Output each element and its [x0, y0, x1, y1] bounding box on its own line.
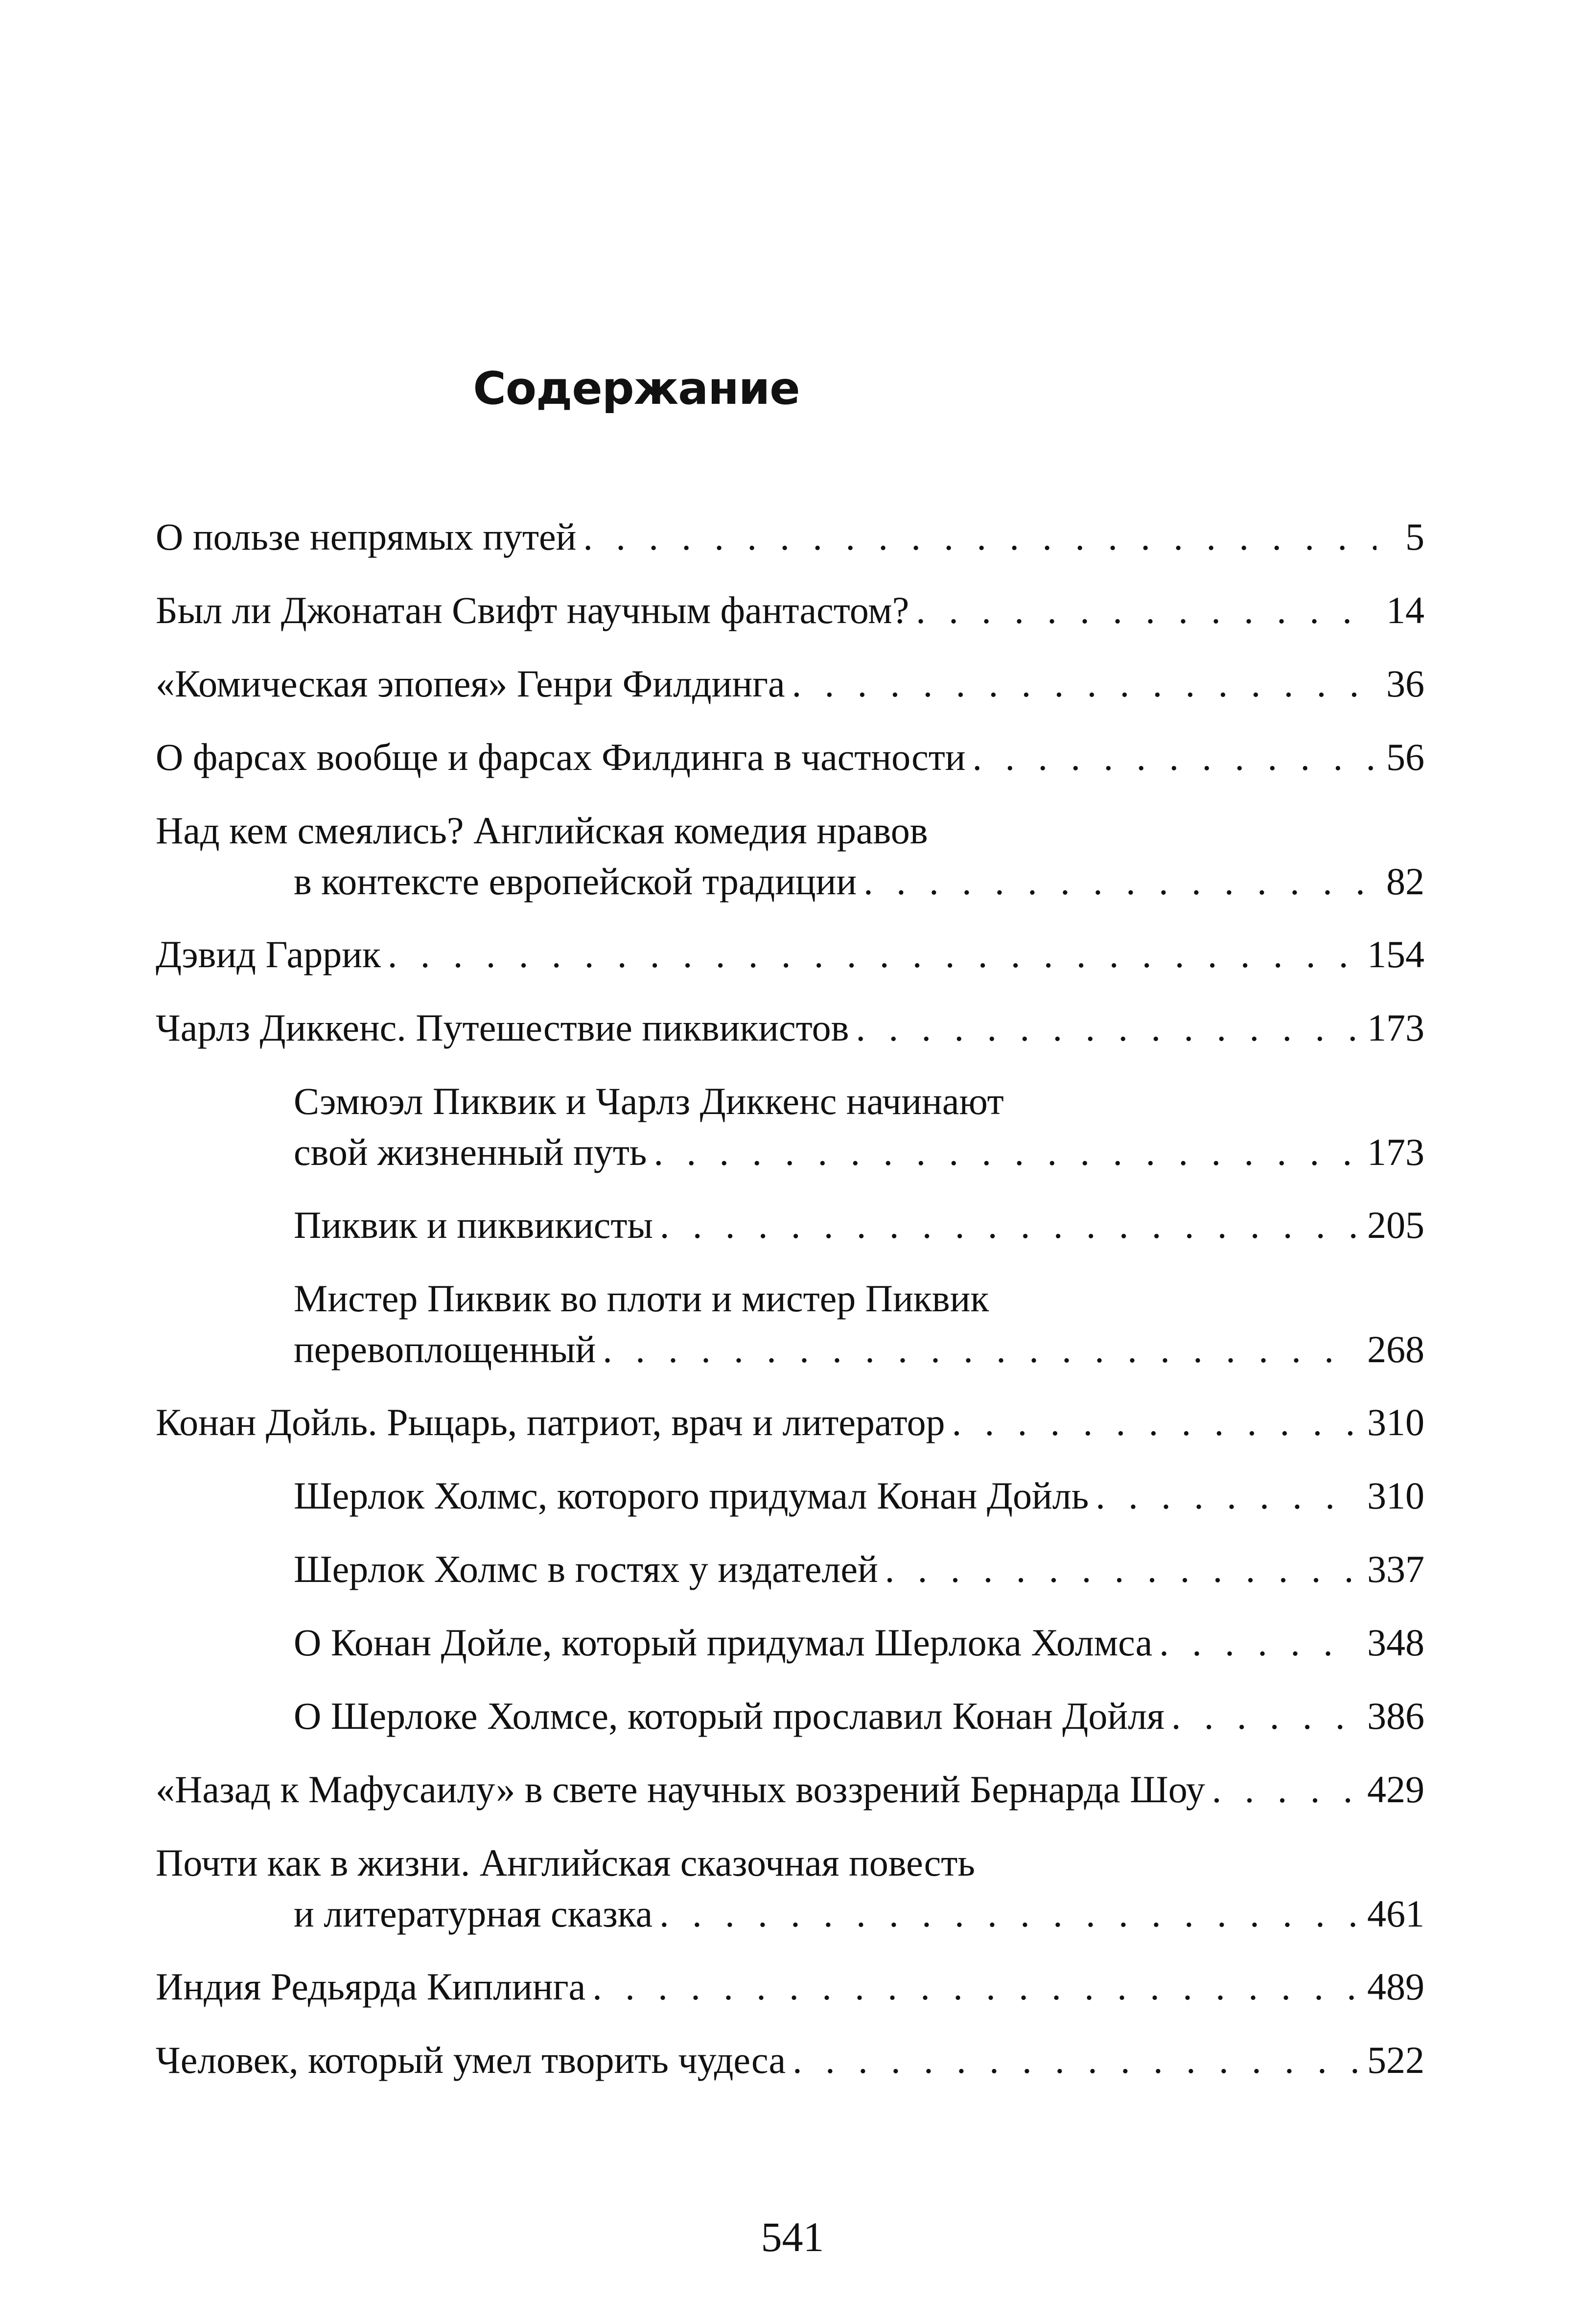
toc-line-continued — [156, 1888, 1424, 1939]
toc-entry-title: Дэвид Гаррик — [156, 933, 381, 976]
toc-line — [156, 1397, 1424, 1448]
toc-entry-page: 522 — [1367, 2039, 1424, 2081]
toc-entry-title-continued: в контексте европейской традиции — [294, 860, 857, 903]
toc-entry-page: 5 — [1405, 515, 1424, 558]
dot-leader — [603, 1324, 1358, 1375]
toc-line — [294, 1273, 1424, 1324]
toc-entry — [156, 732, 1424, 783]
toc-entry — [156, 1397, 1424, 1448]
toc-subentry — [294, 1617, 1424, 1668]
toc-entry-title: Мистер Пиквик во плоти и мистер Пиквик — [294, 1277, 989, 1320]
toc-line — [156, 658, 1424, 709]
dot-leader — [1159, 1617, 1358, 1668]
dot-leader — [1171, 1691, 1358, 1742]
toc-entry-title: Пиквик и пиквикисты — [294, 1204, 653, 1246]
toc-entry-title: Почти как в жизни. Английская сказочная повесть — [156, 1841, 975, 1884]
toc-entry-title: О пользе непрямых путей — [156, 515, 577, 558]
toc-line — [156, 805, 1424, 856]
toc-line — [294, 1076, 1424, 1127]
toc-line — [294, 1617, 1424, 1668]
toc-entry-page: 154 — [1367, 933, 1424, 976]
page-number: 541 — [761, 2213, 824, 2260]
toc-line-continued — [294, 1127, 1424, 1178]
dot-leader — [973, 732, 1376, 783]
dot-leader — [654, 1127, 1359, 1178]
toc-entry-page: 82 — [1386, 860, 1424, 903]
toc-entry — [156, 805, 1424, 907]
toc-line — [156, 511, 1424, 562]
toc-entry-title: Индия Редьярда Киплинга — [156, 1965, 586, 2008]
toc-entry-title: Сэмюэл Пиквик и Чарлз Диккенс начинают — [294, 1080, 1004, 1122]
dot-leader — [659, 1888, 1358, 1939]
toc-line — [156, 929, 1424, 980]
toc-subentry — [294, 1273, 1424, 1375]
toc-entry-title-continued: перевоплощенный — [294, 1328, 596, 1371]
toc-entry — [156, 658, 1424, 709]
toc-entry-title: О Конан Дойле, который придумал Шерлока Холмса — [294, 1621, 1153, 1664]
toc-entry-page: 14 — [1386, 589, 1424, 631]
toc-entry-page: 173 — [1367, 1006, 1424, 1049]
toc-line-continued — [294, 1324, 1424, 1375]
toc-entry-title: Шерлок Холмс в гостях у издателей — [294, 1548, 878, 1590]
dot-leader — [388, 929, 1358, 980]
dot-leader — [792, 658, 1376, 709]
toc-entry-title-continued: и литературная сказка — [294, 1892, 653, 1935]
toc-entry — [156, 929, 1424, 980]
toc-line — [294, 1691, 1424, 1742]
dot-leader — [660, 1200, 1358, 1251]
toc-entry — [156, 1961, 1424, 2012]
toc-line — [156, 1961, 1424, 2012]
dot-leader — [885, 1544, 1358, 1595]
toc-entry — [156, 511, 1424, 562]
toc-entry-title: Над кем смеялись? Английская комедия нравов — [156, 809, 928, 852]
dot-leader — [952, 1397, 1358, 1448]
toc-line — [156, 1837, 1424, 1888]
dot-leader — [863, 856, 1376, 907]
dot-leader — [792, 2035, 1358, 2086]
dot-leader — [1212, 1764, 1358, 1815]
toc-entry-title: Человек, который умел творить чудеса — [156, 2039, 786, 2081]
dot-leader — [1096, 1470, 1358, 1521]
dot-leader — [583, 511, 1376, 562]
toc-entry-title: Конан Дойль. Рыцарь, патриот, врач и литератор — [156, 1401, 945, 1443]
toc-entry-page: 310 — [1367, 1474, 1424, 1517]
toc-entry-page: 348 — [1367, 1621, 1424, 1664]
toc-entry-title-continued: свой жизненный путь — [294, 1131, 647, 1173]
toc-entry-title: «Назад к Мафусаилу» в свете научных воззрений Бернарда Шоу — [156, 1768, 1205, 1811]
toc-entry-title: О фарсах вообще и фарсах Филдинга в частности — [156, 736, 966, 778]
toc-line — [156, 1764, 1424, 1815]
toc-line-continued — [156, 856, 1424, 907]
toc-subentry — [294, 1691, 1424, 1742]
toc-entry — [156, 1764, 1424, 1815]
toc-entry-title: О Шерлоке Холмсе, который прославил Конан Дойля — [294, 1695, 1165, 1737]
toc-entry-page: 268 — [1367, 1328, 1424, 1371]
toc-entry-page: 56 — [1386, 736, 1424, 778]
toc-entry-title: Чарлз Диккенс. Путешествие пиквикистов — [156, 1006, 849, 1049]
toc-subentry — [294, 1200, 1424, 1251]
toc-line — [156, 732, 1424, 783]
toc-entry-page: 205 — [1367, 1204, 1424, 1246]
dot-leader — [916, 585, 1376, 636]
toc-entry-title: «Комическая эпопея» Генри Филдинга — [156, 662, 785, 705]
toc-line — [294, 1544, 1424, 1595]
toc-line — [156, 2035, 1424, 2086]
toc-entry — [156, 585, 1424, 636]
toc-entry-page: 310 — [1367, 1401, 1424, 1443]
toc-subentry — [294, 1470, 1424, 1521]
toc-line — [294, 1470, 1424, 1521]
table-of-contents — [156, 0, 1424, 2324]
toc-subentry — [294, 1076, 1424, 1178]
toc-line — [294, 1200, 1424, 1251]
dot-leader — [856, 1002, 1358, 1053]
toc-entry-title: Был ли Джонатан Свифт научным фантастом? — [156, 589, 909, 631]
dot-leader — [592, 1961, 1358, 2012]
toc-line — [156, 1002, 1424, 1053]
toc-entry-title: Шерлок Холмс, которого придумал Конан Дойль — [294, 1474, 1089, 1517]
toc-entry-page: 337 — [1367, 1548, 1424, 1590]
toc-entry — [156, 2035, 1424, 2086]
toc-entry-page: 36 — [1386, 662, 1424, 705]
toc-entry-page: 173 — [1367, 1131, 1424, 1173]
toc-entry-page: 489 — [1367, 1965, 1424, 2008]
toc-entry-page: 429 — [1367, 1768, 1424, 1811]
toc-entry — [156, 1837, 1424, 1939]
toc-line — [156, 585, 1424, 636]
toc-subentry — [294, 1544, 1424, 1595]
page-title: Содержание — [473, 362, 800, 415]
toc-entry — [156, 1002, 1424, 1053]
toc-entry-page: 461 — [1367, 1892, 1424, 1935]
toc-entry-page: 386 — [1367, 1695, 1424, 1737]
